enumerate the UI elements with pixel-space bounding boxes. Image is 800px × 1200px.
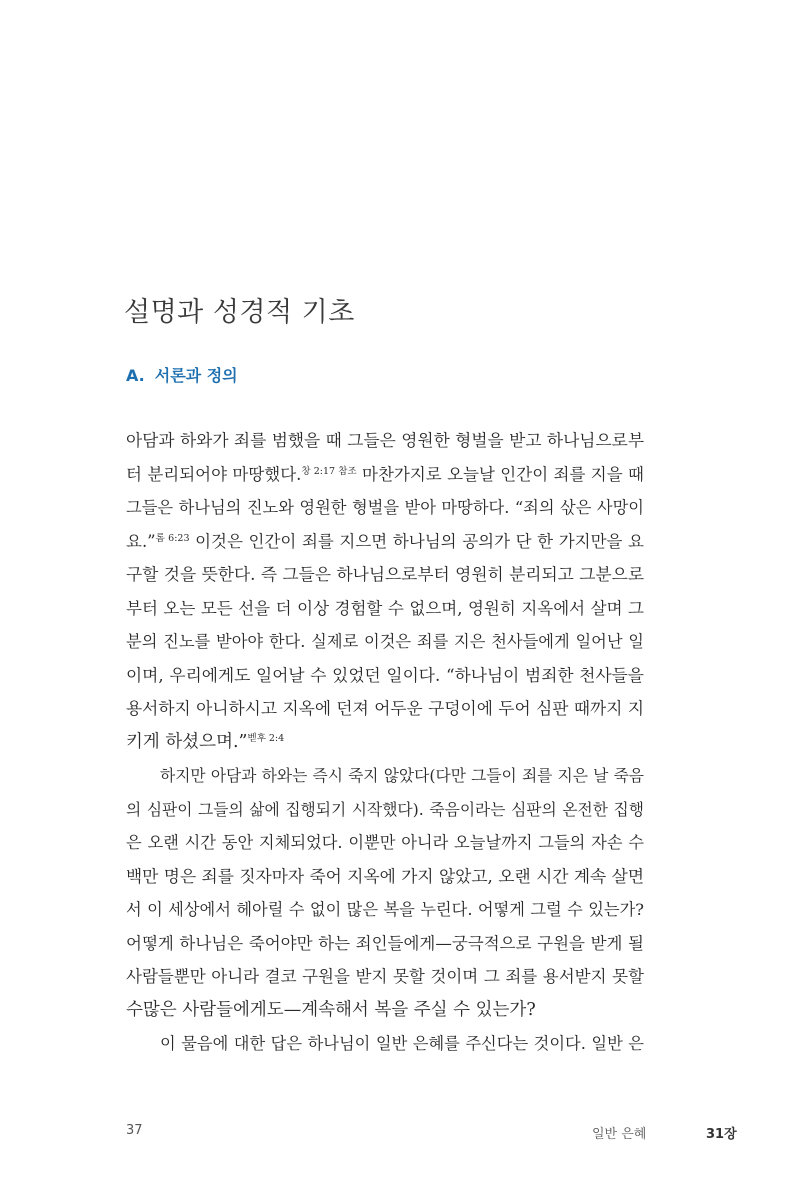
body-line: 어떻게 하나님은 죽어야만 하는 죄인들에게—궁극적으로 구원을 받게 될 (126, 933, 644, 953)
body-line: 사람들뿐만 아니라 결코 구원을 받지 못할 것이며 그 죄를 용서받지 못할 (126, 967, 644, 986)
body-line: 구할 것을 뜻한다. 즉 그들은 하나님으로부터 영원히 분리되고 그분으로 (126, 564, 644, 584)
body-line: 은 오랜 시간 동안 지체되었다. 이뿐만 아니라 오늘날까지 그들의 자손 수 (126, 833, 644, 852)
section-title: 서론과 정의 (154, 366, 238, 385)
body-line: 용서하지 아니하시고 지옥에 던져 어두운 구덩이에 두어 심판 때까지 지 (126, 698, 644, 718)
scripture-reference: 창 2:17 참조 (301, 465, 357, 477)
scripture-reference: 롬 6:23 (155, 532, 190, 544)
chapter-number: 31장 (706, 1127, 737, 1142)
body-line: 의 심판이 그들의 삶에 집행되기 시작했다). 죽음이라는 심판의 온전한 집행 (126, 799, 644, 819)
text-span: 이것은 인간이 죄를 지으면 하나님의 공의가 단 한 가지만을 요 (189, 531, 644, 551)
body-line (126, 458, 644, 492)
page-number: 37 (126, 1123, 143, 1138)
body-line: 하지만 아담과 하와는 즉시 죽지 않았다(다만 그들이 죄를 지은 날 죽음 (160, 766, 644, 785)
text-span: 터 분리되어야 마땅했다. (126, 464, 302, 484)
body-line: 이 물음에 대한 답은 하나님이 일반 은혜를 주신다는 것이다. 일반 은 (160, 1034, 644, 1053)
body-line (126, 726, 644, 760)
body-line: 백만 명은 죄를 짓자마자 죽어 지옥에 가지 않았고, 오랜 시간 계속 살면 (126, 865, 644, 886)
page-title: 설명과 성경적 기초 (124, 297, 355, 328)
section-letter: A. (126, 366, 145, 385)
body-line: 이며, 우리에게도 일어날 수 있었던 일이다. “하나님이 범죄한 천사들을 (126, 664, 644, 685)
running-chapter-title: 일반 은혜 (592, 1127, 647, 1142)
text-span: 키게 하셨으며.” (126, 731, 248, 752)
body-line: 수많은 사람들에게도—계속해서 복을 주실 수 있는가? (126, 999, 536, 1020)
body-line (126, 525, 644, 559)
text-span: 마찬가지로 오늘날 인간이 죄를 지을 때 (356, 464, 644, 484)
body-text (126, 424, 644, 1061)
text-span: 요.” (126, 531, 156, 551)
body-line: 분의 진노를 받아야 한다. 실제로 이것은 죄를 지은 천사들에게 일어난 일 (126, 632, 644, 651)
body-line: 그들은 하나님의 진노와 영원한 형벌을 받아 마땅하다. “죄의 삯은 사망이 (126, 498, 644, 517)
body-line: 아담과 하와가 죄를 범했을 때 그들은 영원한 형벌을 받고 하나님으로부 (126, 430, 644, 450)
body-line: 서 이 세상에서 헤아릴 수 없이 많은 복을 누린다. 어떻게 그럴 수 있는가? (126, 900, 644, 919)
scripture-reference: 벧후 2:4 (247, 732, 285, 744)
section-heading (126, 363, 238, 386)
body-line: 부터 오는 모든 선을 더 이상 경험할 수 없으며, 영원히 지옥에서 살며 그 (126, 598, 644, 618)
